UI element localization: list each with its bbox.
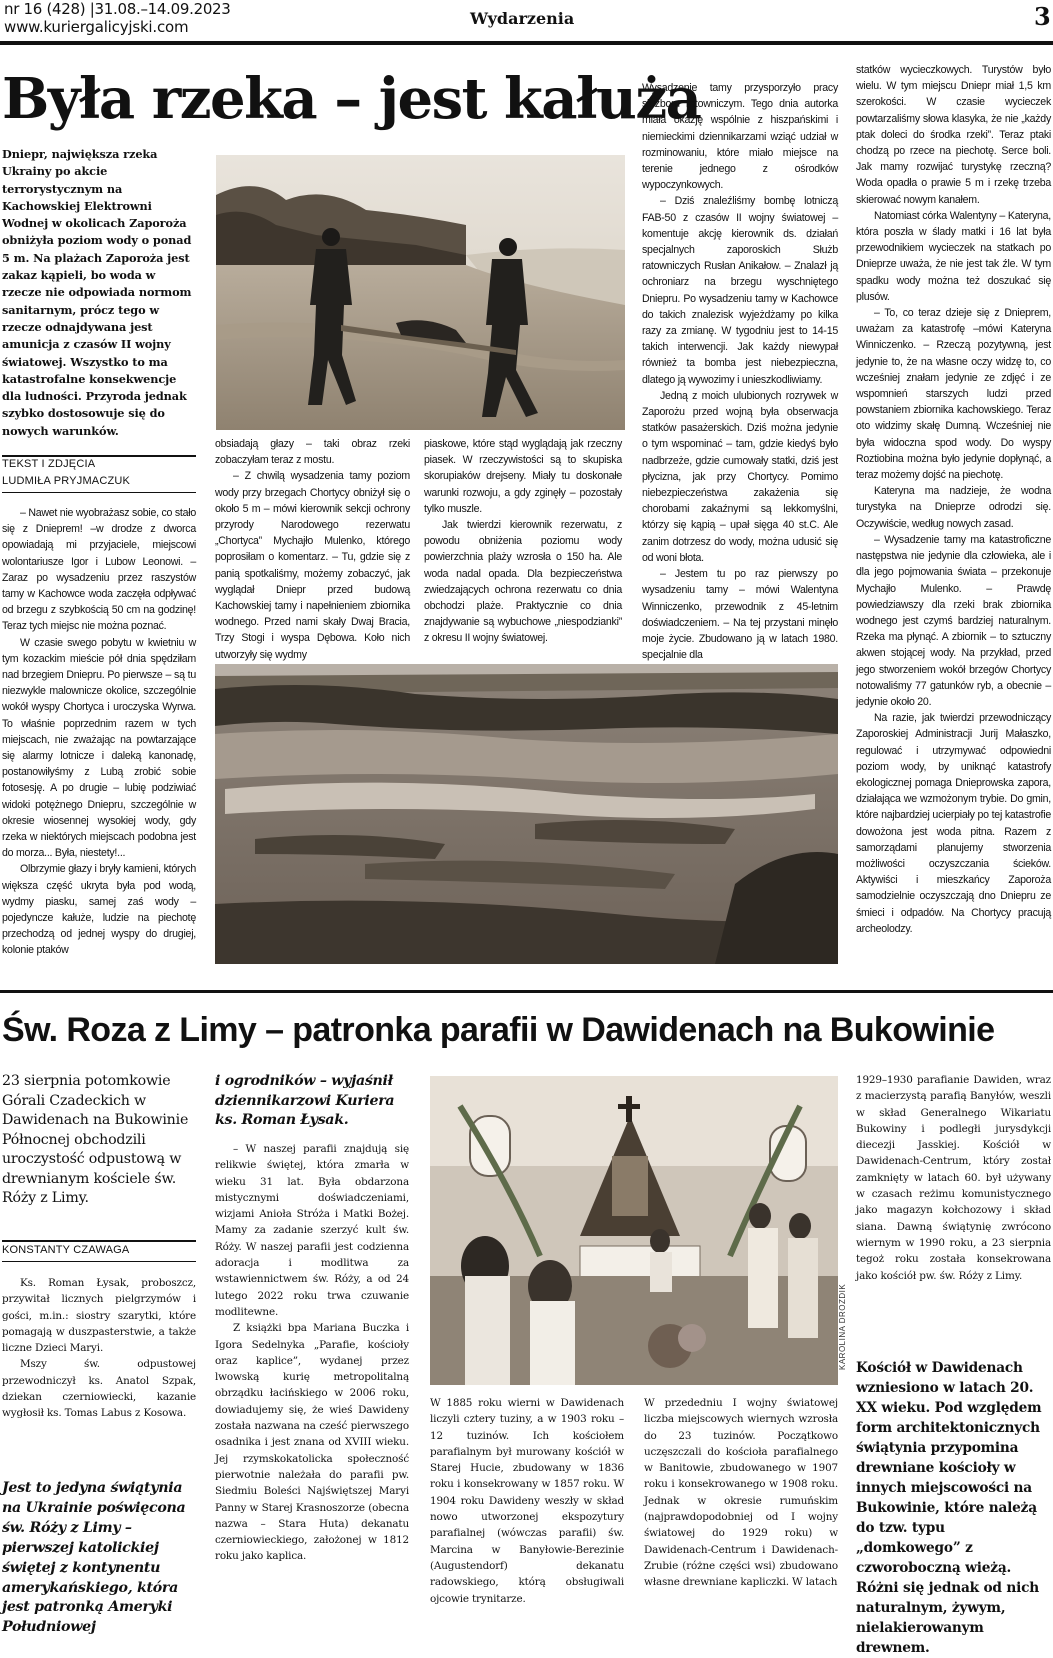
article2-column-4 xyxy=(644,1395,838,1591)
paragraph: – Z chwilą wysadzenia tamy poziom wody przy brzegach Chortycy obniżył się o około 5 m – mówi kierownik sekcji ochrony przyrody Narodowego rezerwatu „Chortyca” Mychajło Mulenko, którego poprosiłam o komentarz. – Tu, gdzie się z panią spotkaliśmy, możemy zobaczyć, jak wyglądał Dniepr przed budową Kachowskiej tamy i napełnieniem zbiornika wodnego. Przed nami skały Dwaj Bracia, Trzy Stogi i wyspa Dębowa. Koło nich utworzyły się wydmy xyxy=(215,470,410,661)
paragraph: Wysadzenie tamy przysporzyło pracy służbom ratowniczym. Tego dnia autorka miała okazję wspólnie z hiszpańskimi i niemieckimi dziennikarzami wziąć udział w rozminowaniu, które miało miejsce na terenie jednego z ośrodków wypoczynkowych. xyxy=(642,82,838,192)
article1-column-1 xyxy=(2,505,196,959)
dry-river-photo xyxy=(215,664,838,964)
article2-column-5 xyxy=(856,1072,1051,1284)
paragraph: statków wycieczkowych. Turystów było wielu. W tym miejscu Dniepr miał 1,5 km szerokości. W czasie wycieczek powtarzaliśmy słowa klasyka, że nie „każdy ptak doleci do środka rzeki”. Teraz ptaki chodzą po rzece na piechotę. Serce boli. Jak mamy rozwijać turystykę rzeczną? Woda opadła o prawie 5 m i rzekę trzeba skierować nowym kanałem. xyxy=(856,64,1051,206)
paragraph: obsiadają głazy – taki obraz rzeki zobaczyłam teraz z mostu. xyxy=(215,438,410,467)
paragraph: Z książki bpa Mariana Buczka i Igora Sedelnyka „Parafie, kościoły oraz kaplice”, wydanej przez lwowską kurię metropolitalną obrządku łacińskiego w 2006 roku, dowiadujemy się, że wieś Dawideny została nazwana na cześć pierwszego osadnika i jest znana od XVIII wieku. Jej rzymskokatolicka społeczność pierwotnie należała do parafii pw. Siedmiu Boleści Najświętszej Maryi Panny w Starej Krasnoszorze (obecna nazwa – Stara Huta) dekanatu czerniowieckiego, założonej w 1812 roku jako kaplica. xyxy=(215,1322,409,1563)
paragraph: – Nawet nie wyobrażasz sobie, co stało się z Dnieprem! –w drodze z dworca opowiadają mi przyjaciele, miejscowi wolontariusze Igor i Lubow Leonowi. – Zaraz po wysadzeniu przez raszystów tamy w Kachowce woda zaczęła odpływać od brzegu z szybkością 50 cm na godzinę! Teraz tych miejsc nie można poznać. xyxy=(2,507,196,633)
article2-column-1 xyxy=(2,1275,196,1422)
stretcher-photo xyxy=(216,155,625,430)
author-rule-bottom xyxy=(2,1261,196,1262)
header-rule xyxy=(0,41,1053,45)
paragraph: Ks. Roman Łysak, proboszcz, przywitał licznych pielgrzymów i gości, m.in.: siostry szarytki, które pomagają w duszpasterstwie, a także liczne Dzieci Maryi. xyxy=(2,1277,196,1355)
article-separator xyxy=(0,990,1053,993)
article1-title: Była rzeka – jest kałuża xyxy=(2,66,701,132)
paragraph: – Dziś znaleźliśmy bombę lotniczą FAB-50 z czasów II wojny światowej – komentuje akcję kierownik ds. działań specjalnych zaporoskich Służb ratowniczych Rusłan Anikałow. – Znalazł ją ochroniarz na brzegu wyschniętego Dniepru. Po wysadzeniu tamy w Kachowce do takich znalezisk wyjeżdżamy po kilka razy za zmianę. W tygodniu jest to 14-15 takich interwencji. Jak każdy niewypał również ta bomba jest niebezpieczna, dlatego ją wywozimy i unieszkodliwiamy. xyxy=(642,195,838,386)
issue-info: nr 16 (428) |31.08.–14.09.2023 xyxy=(4,0,231,18)
paragraph: Jedną z moich ulubionych rozrywek w Zaporożu przed wojną była obserwacja statków pasażerskich. Dziś można jedynie o tym wspominać – tam, gdzie kiedyś było nadbrzeże, gdzie cumowały statki, dziś jest płycizna, jak przy Chortycy. Pomimo niebezpieczeństwa zakażenia się chorobami zakaźnymi są lekkomyślni, którzy się kąpią – upał sięga 40 st.C. Ale zanim dotrzesz do wody, można udusić się od woni błota. xyxy=(642,389,838,564)
paragraph: W 1885 roku wierni w Dawidenach liczyli cztery tuziny, a w 1903 roku – 12 tuzinów. Ich kościołem parafialnym był murowany kościół w Starej Hucie, zbudowany w 1836 roku i konsekrowany w 1857 roku. W 1904 roku Dawideny weszły w skład nowo utworzonej ekspozytury parafialnej (wówczas parafii) św. Marcina w Banyłowie-Berezinie (Augustendorf) dekanatu radowskiego, którą obsługiwali ojcowie trynitarze. xyxy=(430,1397,624,1605)
paragraph: – W naszej parafii znajdują się relikwie świętej, która zmarła w wieku 31 lat. Była obdarzona mistycznymi doświadczeniami, wizjami Anioła Stróża i Matki Bożej. Mamy za zadanie szerzyć kult św. Róży. W naszej parafii jest codzienna adoracja i modlitwa za wstawiennictwem św. Róży, a od 24 lutego 2022 roku trwa czuwanie modlitewne. xyxy=(215,1143,409,1318)
author-label: TEKST I ZDJĘCIA xyxy=(2,458,96,470)
church-interior-photo xyxy=(430,1076,838,1385)
paragraph: W czasie swego pobytu w kwietniu w tym kozackim mieście pół dnia spędziłam nad brzegiem Dniepru. Po pierwsze – są tu niezwykle malownicze okolice, szczególnie wokół wyspy Chortyca i uroczyska Wyrwa. To właśnie poprzednim razem w tych miejscach, nie zważając na powtarzające się alarmy lotnicze i daleką kanonadę, postanowiłyśmy z Lubą zrobić sobie fotosesję. A po drugie – lubię podziwiać widoki potężnego Dniepru, szczególnie w okresie wiosennej wysokiej wody, gdy rzeka w niektórych miejscach podobna jest do morza... Była, niestety!... xyxy=(2,636,196,860)
section-label: Wydarzenia xyxy=(470,9,575,28)
author-name: LUDMIŁA PRYJMACZUK xyxy=(2,475,131,487)
paragraph: piaskowe, które stąd wyglądają jak rzeczny piasek. W rzeczywistości są to skupiska skorupiaków drejseny. Miały tu doskonałe warunki rozwoju, a gdy zginęły – pozostały tylko muszle. xyxy=(424,438,622,515)
article1-column-4 xyxy=(642,80,838,663)
article2-italic-quote: Jest to jedyna świątynia na Ukrainie poświęcona św. Róży z Limy – pierwszej katolickiej świętej z kontynentu amerykańskiego, która jest patronką Ameryki Południowej xyxy=(2,1480,186,1636)
article2-title: Św. Roza z Limy – patronka parafii w Dawidenach na Bukowinie xyxy=(2,1011,995,1049)
article2-bold-note: Kościół w Dawidenach wzniesiono w latach 20. XX wieku. Pod względem form architektonicznych świątynia przypomina drewniane kościoły w innych miejscowości na Bukowinie, które należą do tzw. typu „domkowego” z czworoboczną wieżą. Różni się jednak od nich naturalnym, żywym, nielakierowanym drewnem. xyxy=(856,1360,1042,1656)
paragraph: Mszy św. odpustowej przewodniczył ks. Anatol Szpak, dziekan czerniowiecki, kazanie wygłosił ks. Tomas Labus z Kosowa. xyxy=(2,1358,196,1420)
paragraph: Na razie, jak twierdzi przewodniczący Zaporoskiej Administracji Jurij Małaszko, regulować i utrzymywać odpowiedni poziom wody, by uniknąć katastrofy ekologicznej pomaga Dnieprowska zapora, działająca we wzmożonym trybie. Do gmin, które najbardziej ucierpiały po tej katastrofie dowożona jest woda pitna. Razem z samorządami planujemy stworzenia możliwości oczyszczania ścieków. Aktywiści i mieszkańcy Zaporoża samodzielnie oczyszczają dno Dniepru ze śmieci i odpadów. Na Chortycy pracują archeolodzy. xyxy=(856,712,1051,935)
page-number: 3 xyxy=(1034,2,1051,31)
article2-column-2 xyxy=(215,1141,409,1565)
paragraph: W przededniu I wojny światowej liczba miejscowych wiernych wzrosła do 23 tuzinów. Początkowo uczęszczali do kościoła parafialnego w Banitowie, zbudowanego w 1907 roku i konsekrowanego w 1908 roku. Jednak w okresie rumuńskim (najprawdopodobniej od I wojny światowej do 1929 roku) w Dawidenach-Centrum i Dawidenach-Zrubie (różne części wsi) zbudowano własne drewniane kapliczki. W latach xyxy=(644,1397,838,1589)
paragraph: – To, co teraz dzieje się z Dnieprem, uważam za katastrofę –mówi Kateryna Winniczenko. – Rzeczą pozytywną, jest jedynie to, że na własne oczy widzę to, co wcześniej znałam jedynie ze zdjęć i ze wspomnień starszych ludzi przed powstaniem zbiornika kachowskiego. Teraz oto widzimy skałę Dumną. Wcześniej nie była widoczna spod wody. Do wyspy Roztiobina można było jedynie dopłynąć, a teraz możemy dojść na piechotę. xyxy=(856,307,1051,482)
article2-italic-quote-continued: i ogrodników – wyjaśnił dziennikarzowi Kuriera ks. Roman Łysak. xyxy=(215,1073,395,1128)
paragraph: – Wysadzenie tamy ma katastroficzne następstwa nie jedynie dla człowieka, ale i dla jego pojmowania świata – przekonuje Mychajło Mulenko. – Prawdę powiedziawszy dla rzeki brak zbiornika wodnego jest czymś bardziej naturalnym. Rzeka ma płynąć. A zbiornik – to sztuczny akwen stojącej wody. Na przykład, przed jego stworzeniem wokół brzegów Chortycy notowaliśmy 77 gatunków ryb, a obecnie – jedynie około 20. xyxy=(856,533,1051,708)
author-rule-bottom xyxy=(2,492,196,493)
article1-lead: Dniepr, największa rzeka Ukrainy po akcie terrorystycznym na Kachowskiej Elektrowni Wodnej w okolicach Zaporoża obniżyła poziom wody o ponad 5 m. Na plażach Zaporoża jest zakaz kąpieli, bo woda w rzecze nie odpowiada normom sanitarnym, prócz tego w rzecze odnajdywana jest amunicja z czasów II wojny światowej. Wszystko to ma katastrofalne konsekwencje dla ludności. Przyroda jednak szybko dostosowuje się do nowych warunków. xyxy=(2,147,192,438)
article1-column-5 xyxy=(856,62,1051,937)
paragraph: 1929–1930 parafianie Dawiden, wraz z macierzystą parafią Banyłów, weszli w skład Generalnego Wikariatu Bukowiny i podległi jurysdykcji diecezji Jasskiej. Kościół w Dawidenach-Centrum, który został zamknięty w latach 60. był używany w czasach reżimu komunistycznego jako magazyn kołchozowy i skład siana. Dawną świątynię zwrócono wiernym w 1990 roku, a 23 sierpnia tegoż roku została konsekrowana jako kościół pw. św. Róży z Limy. xyxy=(856,1074,1051,1282)
paragraph: – Jestem tu po raz pierwszy po wysadzeniu tamy – mówi Walentyna Winniczenko, przewodnik z 45-letnim doświadczeniem. – Na tej przystani minęło moje życie. Zbudowano ją w latach 1980. specjalnie dla xyxy=(642,568,838,662)
author-name: KONSTANTY CZAWAGA xyxy=(2,1244,130,1256)
paragraph: Jak twierdzi kierownik rezerwatu, z powodu obniżenia poziomu wody powierzchnia plaży wzrosła o 150 ha. Ale woda nadal opada. Dla bezpieczeństwa zwiedzających ochrona rezerwatu co dnia obchodzi plaże. Praktycznie co dnia znajdywanie są wybuchowe „niespodzianki” z okresu II wojny światowej. xyxy=(424,519,622,645)
paragraph: Olbrzymie głazy i bryły kamieni, których większa część ukryta była pod wodą, wydmy piasku, samej zaś wody – pojedyncze kałuże, ludzie na piechotę przechodzą od jednej wyspy do drugiej, kolonie ptaków xyxy=(2,863,196,957)
article2-lead: 23 sierpnia potomkowie Górali Czadeckich w Dawidenach na Bukowinie Północnej obchodzili uroczystość odpustową w drewnianym kościele św. Róży z Limy. xyxy=(2,1073,189,1206)
article1-column-3 xyxy=(424,436,622,647)
article1-column-2 xyxy=(215,436,410,663)
article2-column-3 xyxy=(430,1395,624,1607)
photo-credit: KAROLINA DROZDIK xyxy=(838,1283,847,1370)
website-link[interactable]: www.kuriergalicyjski.com xyxy=(4,18,189,36)
paragraph: Natomiast córka Walentyny – Kateryna, która poszła w ślady matki i 16 lat była przewodnikiem wycieczek na statkach po Dnieprze uważa, że nie jest tak źle. W tym spadku wody można też doszukać się plusów. xyxy=(856,209,1051,303)
paragraph: Kateryna ma nadzieje, że wodna turystyka na Dnieprze odrodzi się. Oczywiście, według nowych zasad. xyxy=(856,485,1051,530)
